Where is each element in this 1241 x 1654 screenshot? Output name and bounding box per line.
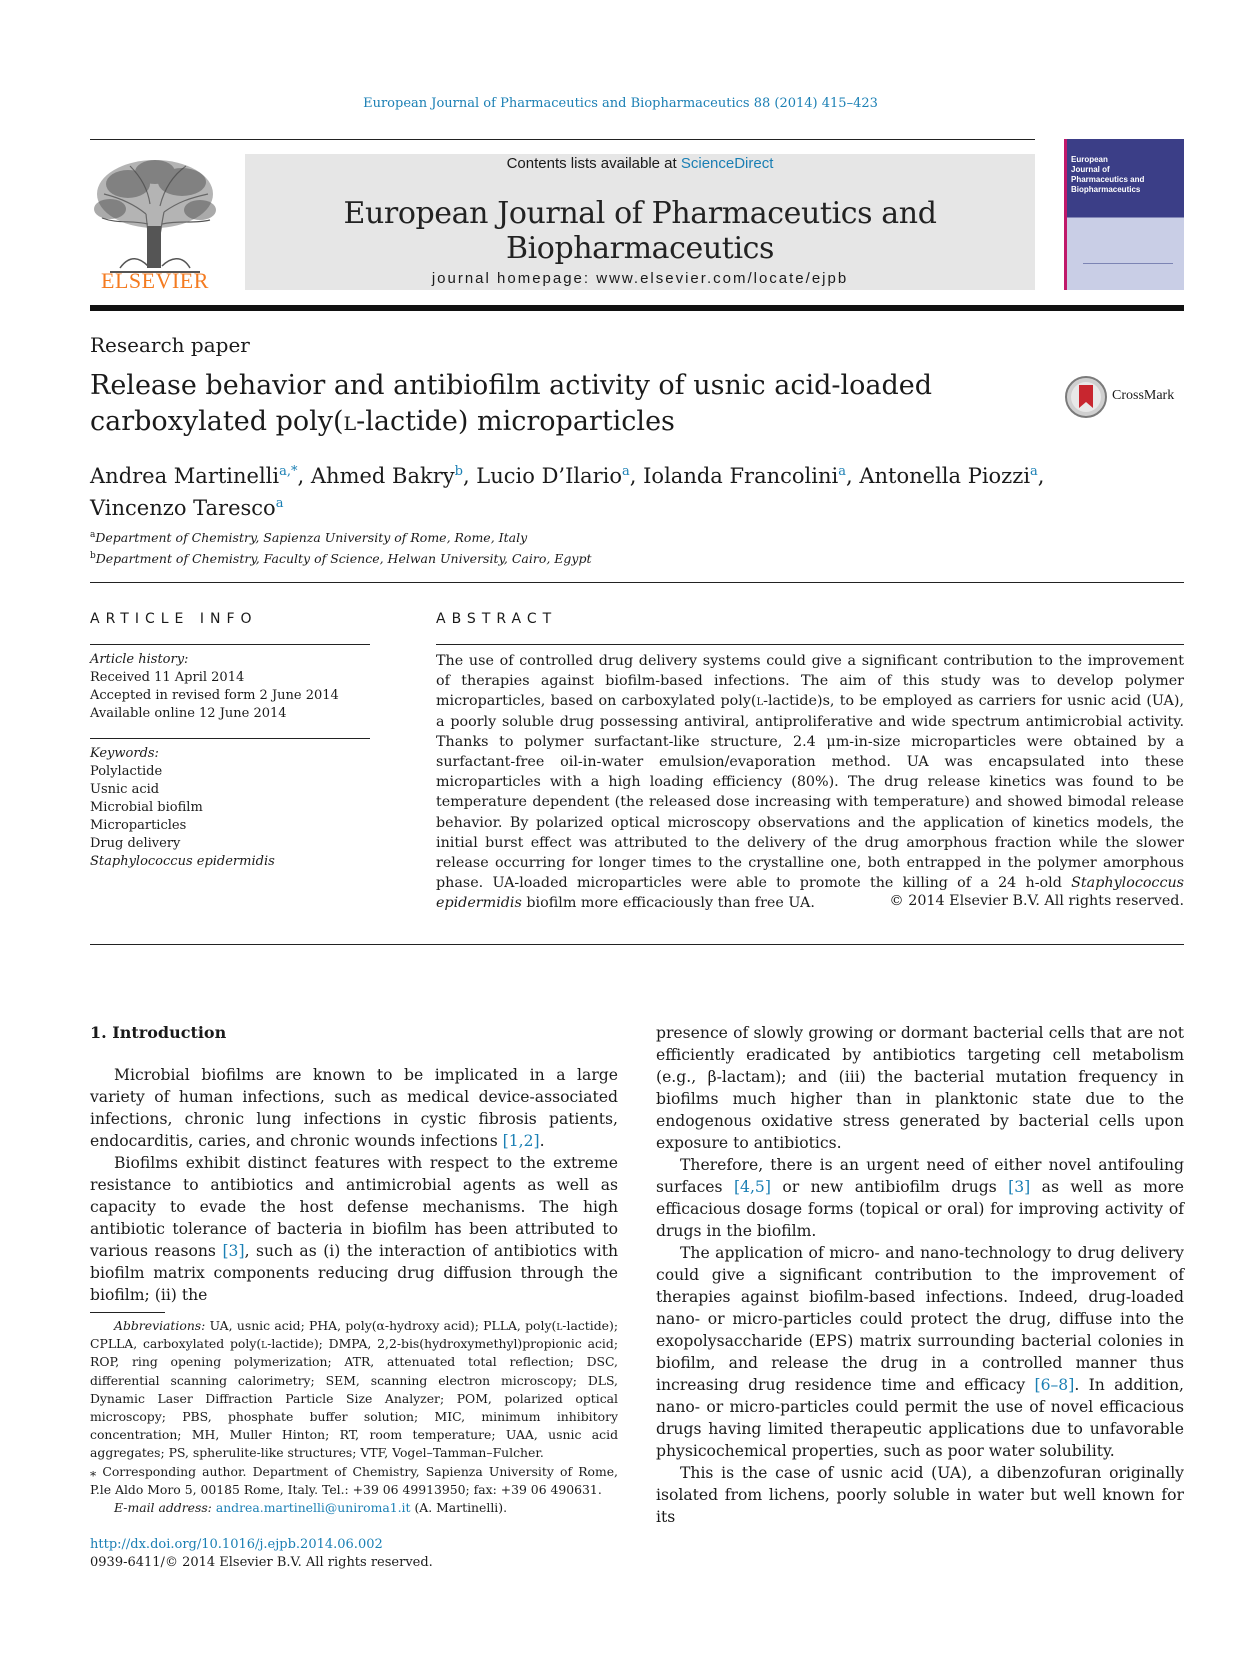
paragraph: This is the case of usnic acid (UA), a dibenzofuran originally isolated from lichens, poorly soluble in water but well known for its — [656, 1464, 1184, 1526]
header-thick-divider — [90, 305, 1184, 311]
paragraph-text: Biofilms exhibit distinct features with respect to the extreme resistance to antibiotics and antimicrobial agents as well as capacity to evade the host defense mechanisms. The high antibiotic tolerance of bacteria in biofilm has been attributed to various reasons — [90, 1154, 618, 1260]
paragraph-text: , such as (i) the interaction of antibiotics with biofilm matrix components reducing drug diffusion through the biofilm; (ii) the — [90, 1242, 619, 1304]
paragraph — [90, 1152, 618, 1306]
article-history — [90, 651, 380, 723]
crossmark-label: CrossMark — [1112, 388, 1175, 403]
paragraph-text: . In addition, nano- or micro-particles could permit the use of novel efficacious drugs having limited therapeutic applications due to unfavorable physicochemical properties, such as poor water solubility. — [656, 1376, 1185, 1460]
reference-link[interactable]: [4,5] — [733, 1178, 771, 1196]
keyword: Microparticles — [90, 818, 187, 833]
keyword: Microbial biofilm — [90, 800, 203, 815]
affil-sup: a — [90, 530, 96, 540]
title-line-2a: carboxylated poly( — [90, 406, 344, 437]
issn-copyright: 0939-6411/© 2014 Elsevier B.V. All rights reserved. — [90, 1555, 433, 1570]
journal-cover-thumbnail[interactable] — [1064, 139, 1184, 290]
paragraph — [656, 1154, 1184, 1242]
crossmark-badge[interactable] — [1064, 375, 1184, 419]
contents-line — [245, 155, 1035, 172]
homepage-url[interactable]: www.elsevier.com/locate/ejpb — [596, 270, 849, 287]
abbreviations-footnote — [90, 1317, 618, 1463]
abstract-part: The use of controlled drug delivery systems could give a significant contribution to the improvement of therapies against biofilm-based infections. The aim of this study was to develop polymer microparticles, based on carboxylated poly( — [436, 653, 1184, 710]
affiliation-a — [90, 526, 790, 547]
reference-link[interactable]: [1,2] — [502, 1132, 540, 1150]
paper-type: Research paper — [90, 333, 250, 357]
abbrev-text: -lactide); CPLLA, carboxylated poly( — [90, 1318, 618, 1352]
abstract-small-l: l — [756, 693, 764, 710]
title-small-l: l — [343, 406, 357, 437]
author-affil-sup[interactable]: a — [275, 496, 284, 511]
author-affil-sup[interactable]: a — [622, 464, 630, 479]
paragraph-text: Therefore, there is an urgent need of either novel antifouling surfaces — [656, 1156, 1184, 1196]
keyword: Drug delivery — [90, 836, 181, 851]
abstract-part: -lactide)s, to be employed as carriers for usnic acid (UA), a poorly soluble drug possessing antiviral, antiproliferative and wide spectrum antimicrobial activity. Thanks to polymer surfactant-like structure, 2.4 μm-in-size microparticles were obtained by a surfactant-free oil-in-water emulsion/evaporation method. UA was encapsulated into these microparticles with a high loading efficiency (80%). The drug release kinetics was found to be temperature dependent (the released dose increasing with temperature) and showed bimodal release behavior. By polarized optical microscopy observations and the application of kinetics models, the initial burst effect was attributed to the delivery of the drug amorphous fraction while the slower release occurring for longer times to the crystalline one, both entrapped in the polymer amorphous phase. UA-loaded microparticles were able to promote the killing of a 24 h-old — [436, 693, 1184, 892]
paragraph-text: . — [539, 1132, 545, 1150]
author-affil-sup[interactable]: a — [838, 464, 846, 479]
title-line-2b: -lactide) microparticles — [356, 406, 675, 437]
author-name[interactable]: Iolanda Francolini — [643, 464, 839, 488]
contents-prefix: Contents lists available at — [506, 155, 681, 172]
author-name[interactable]: Andrea Martinelli — [90, 464, 280, 488]
affiliations — [90, 526, 790, 568]
sciencedirect-link[interactable]: ScienceDirect — [680, 155, 774, 172]
paragraph-text: Microbial biofilms are known to be implicated in a large variety of human infections, such as medical device-associated infections, chronic lung infections in cystic fibrosis patients, endocarditis, caries, and chronic wounds infections — [90, 1066, 618, 1150]
abstract-species: Staphylococcus epidermidis — [436, 875, 1184, 912]
author-name[interactable]: Lucio D’Ilario — [476, 464, 623, 488]
abstract-heading: ABSTRACT — [436, 611, 558, 627]
keywords-label: Keywords: — [90, 746, 159, 761]
paragraph: presence of slowly growing or dormant bacterial cells that are not efficiently eradicated by antibiotics targeting cell metabolism (e.g., β-lactam); and (iii) the bacterial mutation frequency in biofilms much higher than in planktonic state due to the endogenous oxidative stress generated by bacterial cells upon exposure to antibiotics. — [656, 1024, 1184, 1152]
paragraph-text: or new antibiofilm drugs — [770, 1178, 1009, 1196]
abbrev-label: Abbreviations: — [114, 1318, 206, 1333]
email-link[interactable]: andrea.martinelli@uniroma1.it — [215, 1500, 411, 1516]
keyword: Polylactide — [90, 764, 163, 779]
email-footnote — [90, 1499, 618, 1517]
footnotes — [90, 1317, 618, 1517]
abbrev-text: -lactide); DMPA, 2,2-bis(hydroxymethyl)propionic acid; ROP, ring opening polymerization; ATR, attenuated total reflection; DSC, differential scanning calorimetry; SEM, scanning electron microscopy; DLS, Dynamic Laser Diffraction Particle Size Analyzer; POM, polarized optical microscopy; PBS, phosphate buffer solution; MIC, minimum inhibitory concentration; MH, Muller Hinton; RT, room temperature; UAA, usnic acid aggregates; PS, spherulite-like structures; VTF, Vogel–Tamman–Fulcher. — [90, 1336, 618, 1461]
email-label: E-mail address: — [114, 1500, 216, 1516]
received-date: Received 11 April 2014 — [90, 670, 245, 685]
cover-footer-mark — [1083, 263, 1173, 282]
reference-link[interactable]: [3] — [1008, 1178, 1031, 1196]
cover-title: European Journal of Pharmaceutics and Biopharmaceutics — [1071, 155, 1145, 194]
affil-text: Department of Chemistry, Sapienza University of Rome, Rome, Italy — [95, 530, 528, 546]
title-line-1: Release behavior and antibiofilm activity of usnic acid-loaded — [90, 370, 933, 401]
author-affil-sup[interactable]: b — [454, 464, 463, 479]
abbrev-small-l: l — [556, 1318, 563, 1333]
elsevier-wordmark: ELSEVIER — [101, 268, 209, 293]
paragraph-text: The application of micro- and nano-technology to drug delivery could give a significant contribution to the improvement of therapies against biofilm-based infections. Indeed, drug-loaded nano- or micro-particles could protect the drug, diffuse into the exopolysaccharide (EPS) matrix surrounding bacterial colonies in biofilm, and release the drug in a controlled manner thus increasing drug residence time and efficacy — [656, 1244, 1184, 1394]
author-name[interactable]: Ahmed Bakry — [310, 464, 455, 488]
body-column-left — [90, 1064, 618, 1306]
section-heading-introduction: 1. Introduction — [90, 1023, 227, 1042]
revised-date: Accepted in revised form 2 June 2014 — [90, 688, 339, 703]
online-date: Available online 12 June 2014 — [90, 706, 287, 721]
author-list: Andrea Martinelli$^{a,*}$, Ahmed Bakry$^b$, Lucio D’Ilario$^a$, Iolanda Francolini$^a$, Antonella Piozzi$^a$, Vincenzo Taresco$^a$ — [90, 464, 1045, 520]
paragraph — [656, 1242, 1184, 1462]
author-name[interactable]: Antonella Piozzi — [859, 464, 1031, 488]
abbrev-small-l: l — [261, 1336, 268, 1352]
info-divider — [90, 644, 370, 645]
reference-link[interactable]: [6–8] — [1034, 1376, 1075, 1394]
keyword: Usnic acid — [90, 782, 160, 797]
divider — [90, 944, 1184, 945]
journal-title: European Journal of Pharmaceutics and Biopharmaceutics — [343, 196, 937, 266]
article-info-heading: ARTICLE INFO — [90, 611, 258, 627]
journal-citation[interactable]: European Journal of Pharmaceutics and Biopharmaceutics 88 (2014) 415–423 — [363, 96, 878, 111]
info-divider — [90, 738, 370, 739]
paper-title — [90, 368, 990, 440]
affil-sup: b — [90, 551, 96, 562]
abstract-copyright: © 2014 Elsevier B.V. All rights reserved. — [889, 893, 1184, 909]
body-column-right — [656, 1022, 1184, 1528]
paragraph-text: as well as more efficacious dosage forms (topical or oral) for improving activity of drugs in the biofilm. — [656, 1178, 1184, 1240]
footnote-divider — [90, 1312, 165, 1313]
author-affil-sup[interactable]: a — [1030, 464, 1038, 479]
keywords — [90, 745, 380, 871]
top-divider — [90, 139, 1035, 140]
crossmark-icon — [1064, 375, 1108, 419]
paragraph — [90, 1064, 618, 1152]
author-affil-sup[interactable]: a,* — [279, 464, 298, 479]
divider — [90, 582, 1184, 583]
author-name[interactable]: Vincenzo Taresco — [90, 496, 276, 520]
reference-link[interactable]: [3] — [222, 1242, 245, 1260]
history-label: Article history: — [90, 652, 189, 667]
keyword: Staphylococcus epidermidis — [90, 854, 275, 869]
email-suffix: (A. Martinelli). — [410, 1500, 508, 1516]
homepage-prefix: journal homepage: — [431, 270, 597, 287]
abstract-divider — [436, 644, 1184, 645]
abstract-part: biofilm more efficaciously than free UA. — [521, 895, 815, 912]
affiliation-b — [90, 547, 790, 568]
corresponding-author-footnote: ⁎ Corresponding author. Department of Chemistry, Sapienza University of Rome, P.le Aldo Moro 5, 00185 Rome, Italy. Tel.: +39 06 49913950; fax: +39 06 490631. — [90, 1463, 618, 1497]
abstract-text — [436, 651, 1184, 914]
affil-text: Department of Chemistry, Faculty of Science, Helwan University, Cairo, Egypt — [95, 551, 592, 567]
doi-link[interactable]: http://dx.doi.org/10.1016/j.ejpb.2014.06.002 — [90, 1537, 383, 1552]
abbrev-text: UA, usnic acid; PHA, poly(α-hydroxy acid); PLLA, poly( — [205, 1318, 557, 1333]
journal-homepage — [245, 270, 1035, 287]
